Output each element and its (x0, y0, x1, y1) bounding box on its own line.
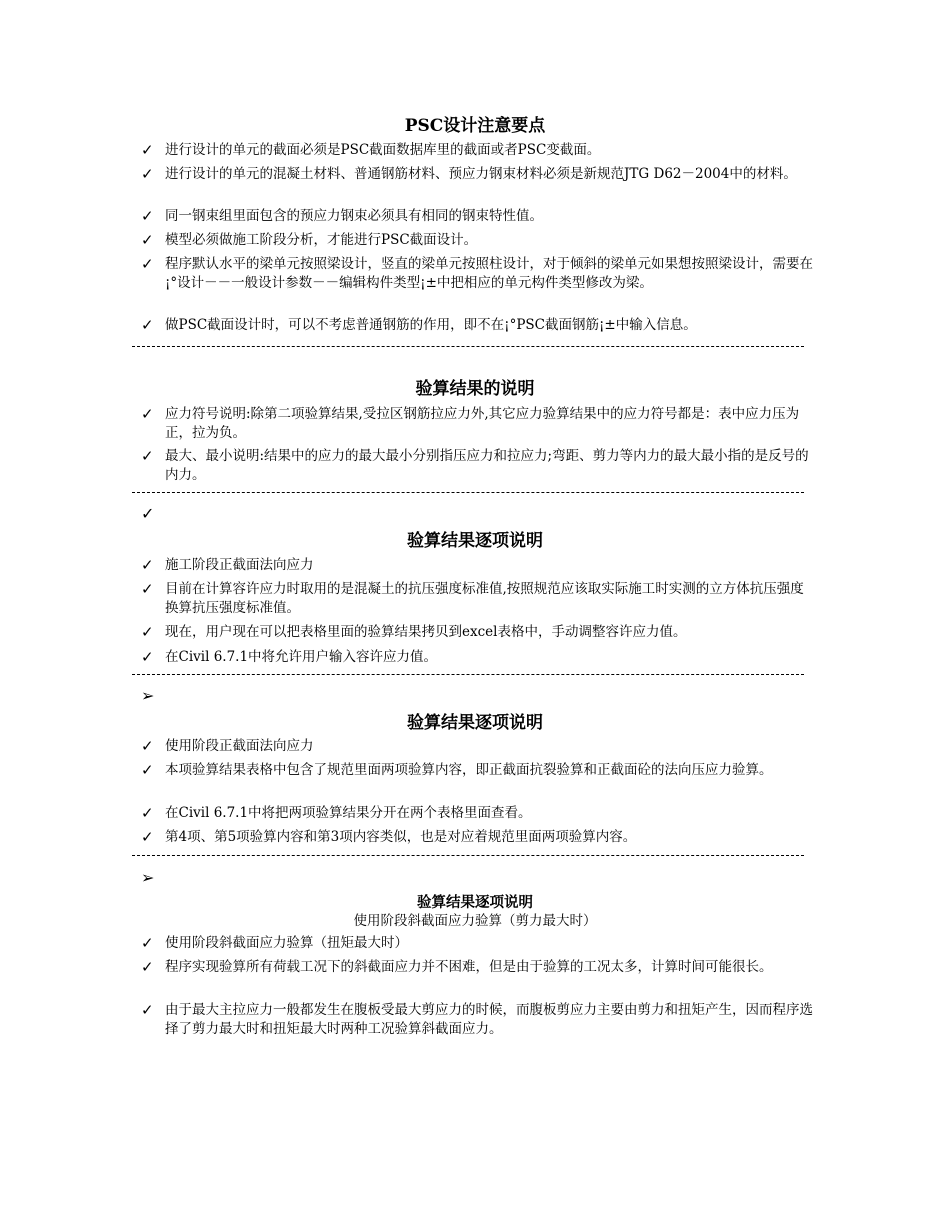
list-item-text: 程序默认水平的梁单元按照梁设计，竖直的梁单元按照柱设计，对于倾斜的梁单元如果想按照梁设计，需要在¡°设计－－一般设计参数－－编辑构件类型¡±中把相应的单元构件类型修改为梁。 (165, 256, 813, 291)
list-item (141, 255, 813, 293)
check-icon: ✓ (141, 255, 154, 273)
list-item (141, 648, 813, 667)
check-icon: ✓ (141, 1001, 154, 1019)
list-item-text: 进行设计的单元的截面必须是PSC截面数据库里的截面或者PSC变截面。 (165, 142, 601, 158)
list-item (141, 934, 813, 953)
section-2-title: 验算结果的说明 (415, 379, 535, 399)
list-item (141, 405, 813, 443)
list-item-text: 使用阶段正截面法向应力 (165, 738, 314, 754)
list-item-text: 同一钢束组里面包含的预应力钢束必须具有相同的钢束特性值。 (165, 208, 543, 224)
list-item-text: 做PSC截面设计时，可以不考虑普通钢筋的作用，即不在¡°PSC截面钢筋¡±中输入信息。 (165, 317, 697, 333)
list-item (141, 165, 813, 184)
list-item (141, 958, 813, 977)
list-item (141, 804, 813, 823)
check-icon: ✓ (141, 934, 154, 952)
check-icon: ✓ (141, 648, 154, 666)
divider (132, 346, 804, 347)
section-3-title: 验算结果逐项说明 (407, 531, 543, 551)
list-item (141, 580, 813, 618)
check-icon: ✓ (141, 828, 154, 846)
list-item (141, 141, 813, 160)
list-item-text: 使用阶段斜截面应力验算（扭矩最大时） (165, 935, 408, 951)
list-item (141, 761, 813, 780)
section-4-title: 验算结果逐项说明 (407, 713, 543, 733)
list-item-text: 程序实现验算所有荷载工况下的斜截面应力并不困难，但是由于验算的工况太多，计算时间可能很长。 (165, 959, 773, 975)
list-item (141, 447, 813, 485)
list-item (141, 737, 813, 756)
check-icon: ✓ (141, 141, 154, 159)
list-item (141, 1001, 813, 1039)
list-item-text: 在Civil 6.7.1中将允许用户输入容许应力值。 (165, 649, 438, 665)
list-item-text: 施工阶段正截面法向应力 (165, 557, 314, 573)
list-item (141, 231, 813, 250)
list-item-text: 模型必须做施工阶段分析，才能进行PSC截面设计。 (165, 232, 478, 248)
list-item-text: 应力符号说明:除第二项验算结果,受拉区钢筋拉应力外,其它应力验算结果中的应力符号都是：表中应力压为正，拉为负。 (165, 406, 800, 441)
check-icon: ✓ (141, 804, 154, 822)
check-icon: ✓ (141, 165, 154, 183)
arrow-icon: ➢ (141, 868, 155, 887)
list-item-text: 本项验算结果表格中包含了规范里面两项验算内容，即正截面抗裂验算和正截面砼的法向压应力验算。 (165, 762, 773, 778)
check-icon: ✓ (141, 958, 154, 976)
list-item-text: 由于最大主拉应力一般都发生在腹板受最大剪应力的时候，而腹板剪应力主要由剪力和扭矩产生，因而程序选择了剪力最大时和扭矩最大时两种工况验算斜截面应力。 (165, 1002, 813, 1037)
divider (132, 855, 804, 856)
list-item-text: 目前在计算容许应力时取用的是混凝土的抗压强度标准值,按照规范应该取实际施工时实测的立方体抗压强度换算抗压强度标准值。 (165, 581, 804, 616)
list-item (141, 828, 813, 847)
check-icon: ✓ (141, 447, 154, 465)
check-icon: ✓ (141, 231, 154, 249)
check-icon: ✓ (141, 623, 154, 641)
check-icon: ✓ (141, 207, 154, 225)
check-icon: ✓ (141, 580, 154, 598)
list-item-text: 最大、最小说明:结果中的应力的最大最小分别指压应力和拉应力;弯距、剪力等内力的最大最小指的是反号的内力。 (165, 448, 809, 483)
list-item (141, 556, 813, 575)
check-icon: ✓ (141, 504, 155, 523)
check-icon: ✓ (141, 316, 154, 334)
divider (132, 674, 804, 675)
list-item-text: 进行设计的单元的混凝土材料、普通钢筋材料、预应力钢束材料必须是新规范JTG D62－2004中的材料。 (165, 166, 797, 182)
arrow-icon: ➢ (141, 686, 155, 705)
check-icon: ✓ (141, 737, 154, 755)
check-icon: ✓ (141, 761, 154, 779)
divider (132, 492, 804, 493)
list-item-text: 第4项、第5项验算内容和第3项内容类似，也是对应着规范里面两项验算内容。 (165, 829, 637, 845)
check-icon: ✓ (141, 405, 154, 423)
list-item (141, 623, 813, 642)
list-item (141, 207, 813, 226)
section-1-title: PSC设计注意要点 (404, 116, 546, 136)
list-item-text: 现在，用户现在可以把表格里面的验算结果拷贝到excel表格中，手动调整容许应力值。 (165, 624, 687, 640)
section-5-title: 验算结果逐项说明 (417, 894, 533, 911)
check-icon: ✓ (141, 556, 154, 574)
list-item-text: 在Civil 6.7.1中将把两项验算结果分开在两个表格里面查看。 (165, 805, 532, 821)
section-5-subtitle: 使用阶段斜截面应力验算（剪力最大时） (353, 913, 597, 929)
list-item (141, 316, 813, 335)
